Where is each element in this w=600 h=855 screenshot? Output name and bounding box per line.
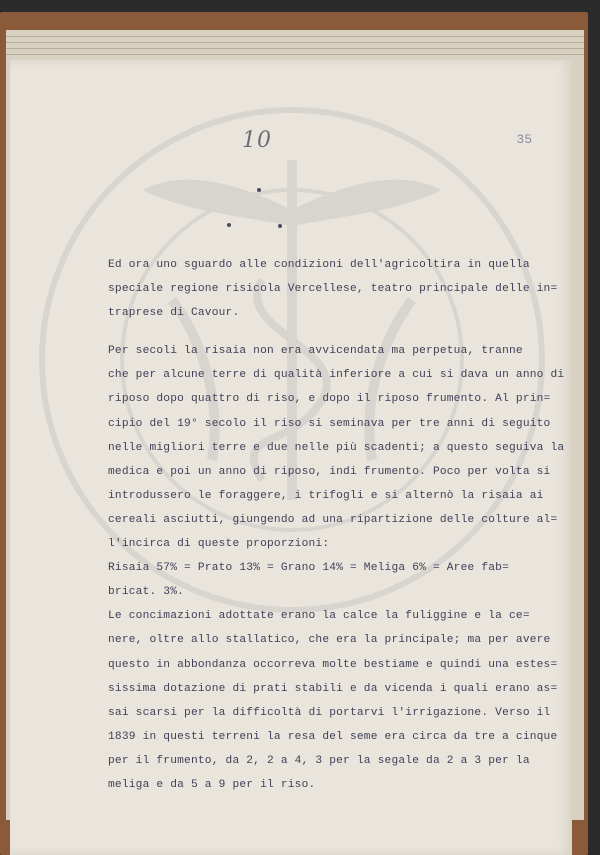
text-line: traprese di Cavour. bbox=[108, 307, 240, 320]
text-line: 1839 in questi terreni la resa del seme era circa da tre a cinque bbox=[108, 730, 558, 743]
text-line: bricat. 3%. bbox=[108, 586, 185, 599]
paragraph-gap bbox=[108, 325, 548, 339]
text-line: sai scarsi per la difficoltà di portarvi l'irrigazione. Verso il bbox=[108, 706, 551, 719]
text-line: Per secoli la risaia non era avvicendata ma perpetua, tranne bbox=[108, 345, 523, 358]
text-line: l'incirca di queste proporzioni: bbox=[108, 538, 330, 551]
text-line: che per alcune terre di qualità inferiore a cui si dava un anno di bbox=[108, 369, 565, 382]
text-line: questo in abbondanza occorreva molte bestiame e quindi una estes= bbox=[108, 658, 558, 671]
text-line: sissima dotazione di prati stabili e da vicenda i quali erano as= bbox=[108, 682, 558, 695]
ink-dot bbox=[278, 224, 282, 228]
document-page bbox=[10, 60, 572, 855]
text-line: cereali asciutti, giungendo ad una ripartizione delle colture al= bbox=[108, 513, 558, 526]
folio-number: 35 bbox=[516, 132, 532, 147]
ink-dot bbox=[257, 188, 261, 192]
text-line: medica e poi un anno di riposo, indi frumento. Poco per volta si bbox=[108, 465, 551, 478]
text-line: Ed ora uno sguardo alle condizioni dell'agricoltira in quella bbox=[108, 259, 530, 271]
text-line: introdussero le foraggere, i trifogli e si alternò la risaia ai bbox=[108, 489, 544, 502]
text-line: Risaia 57% = Prato 13% = Grano 14% = Meliga 6% = Aree fab= bbox=[108, 562, 509, 575]
ink-dot bbox=[227, 223, 231, 227]
text-line: nere, oltre allo stallatico, che era la principale; ma per avere bbox=[108, 634, 551, 647]
page-number: 10 bbox=[242, 128, 272, 153]
text-line: cipio del 19° secolo il riso si seminava per tre anni di seguito bbox=[108, 417, 551, 430]
text-line: meliga e da 5 a 9 per il riso. bbox=[108, 778, 316, 791]
text-line: nelle migliori terre e due nelle più scadenti; a questo seguiva la bbox=[108, 441, 565, 454]
body-text bbox=[108, 253, 565, 797]
text-line: Le concimazioni adottate erano la calce la fuliggine e la ce= bbox=[108, 610, 530, 623]
text-line: per il frumento, da 2, 2 a 4, 3 per la segale da 2 a 3 per la bbox=[108, 754, 530, 767]
text-line: speciale regione risicola Vercellese, teatro principale delle in= bbox=[108, 283, 558, 296]
text-line: riposo dopo quattro di riso, e dopo il riposo frumento. Al prin= bbox=[108, 393, 551, 406]
